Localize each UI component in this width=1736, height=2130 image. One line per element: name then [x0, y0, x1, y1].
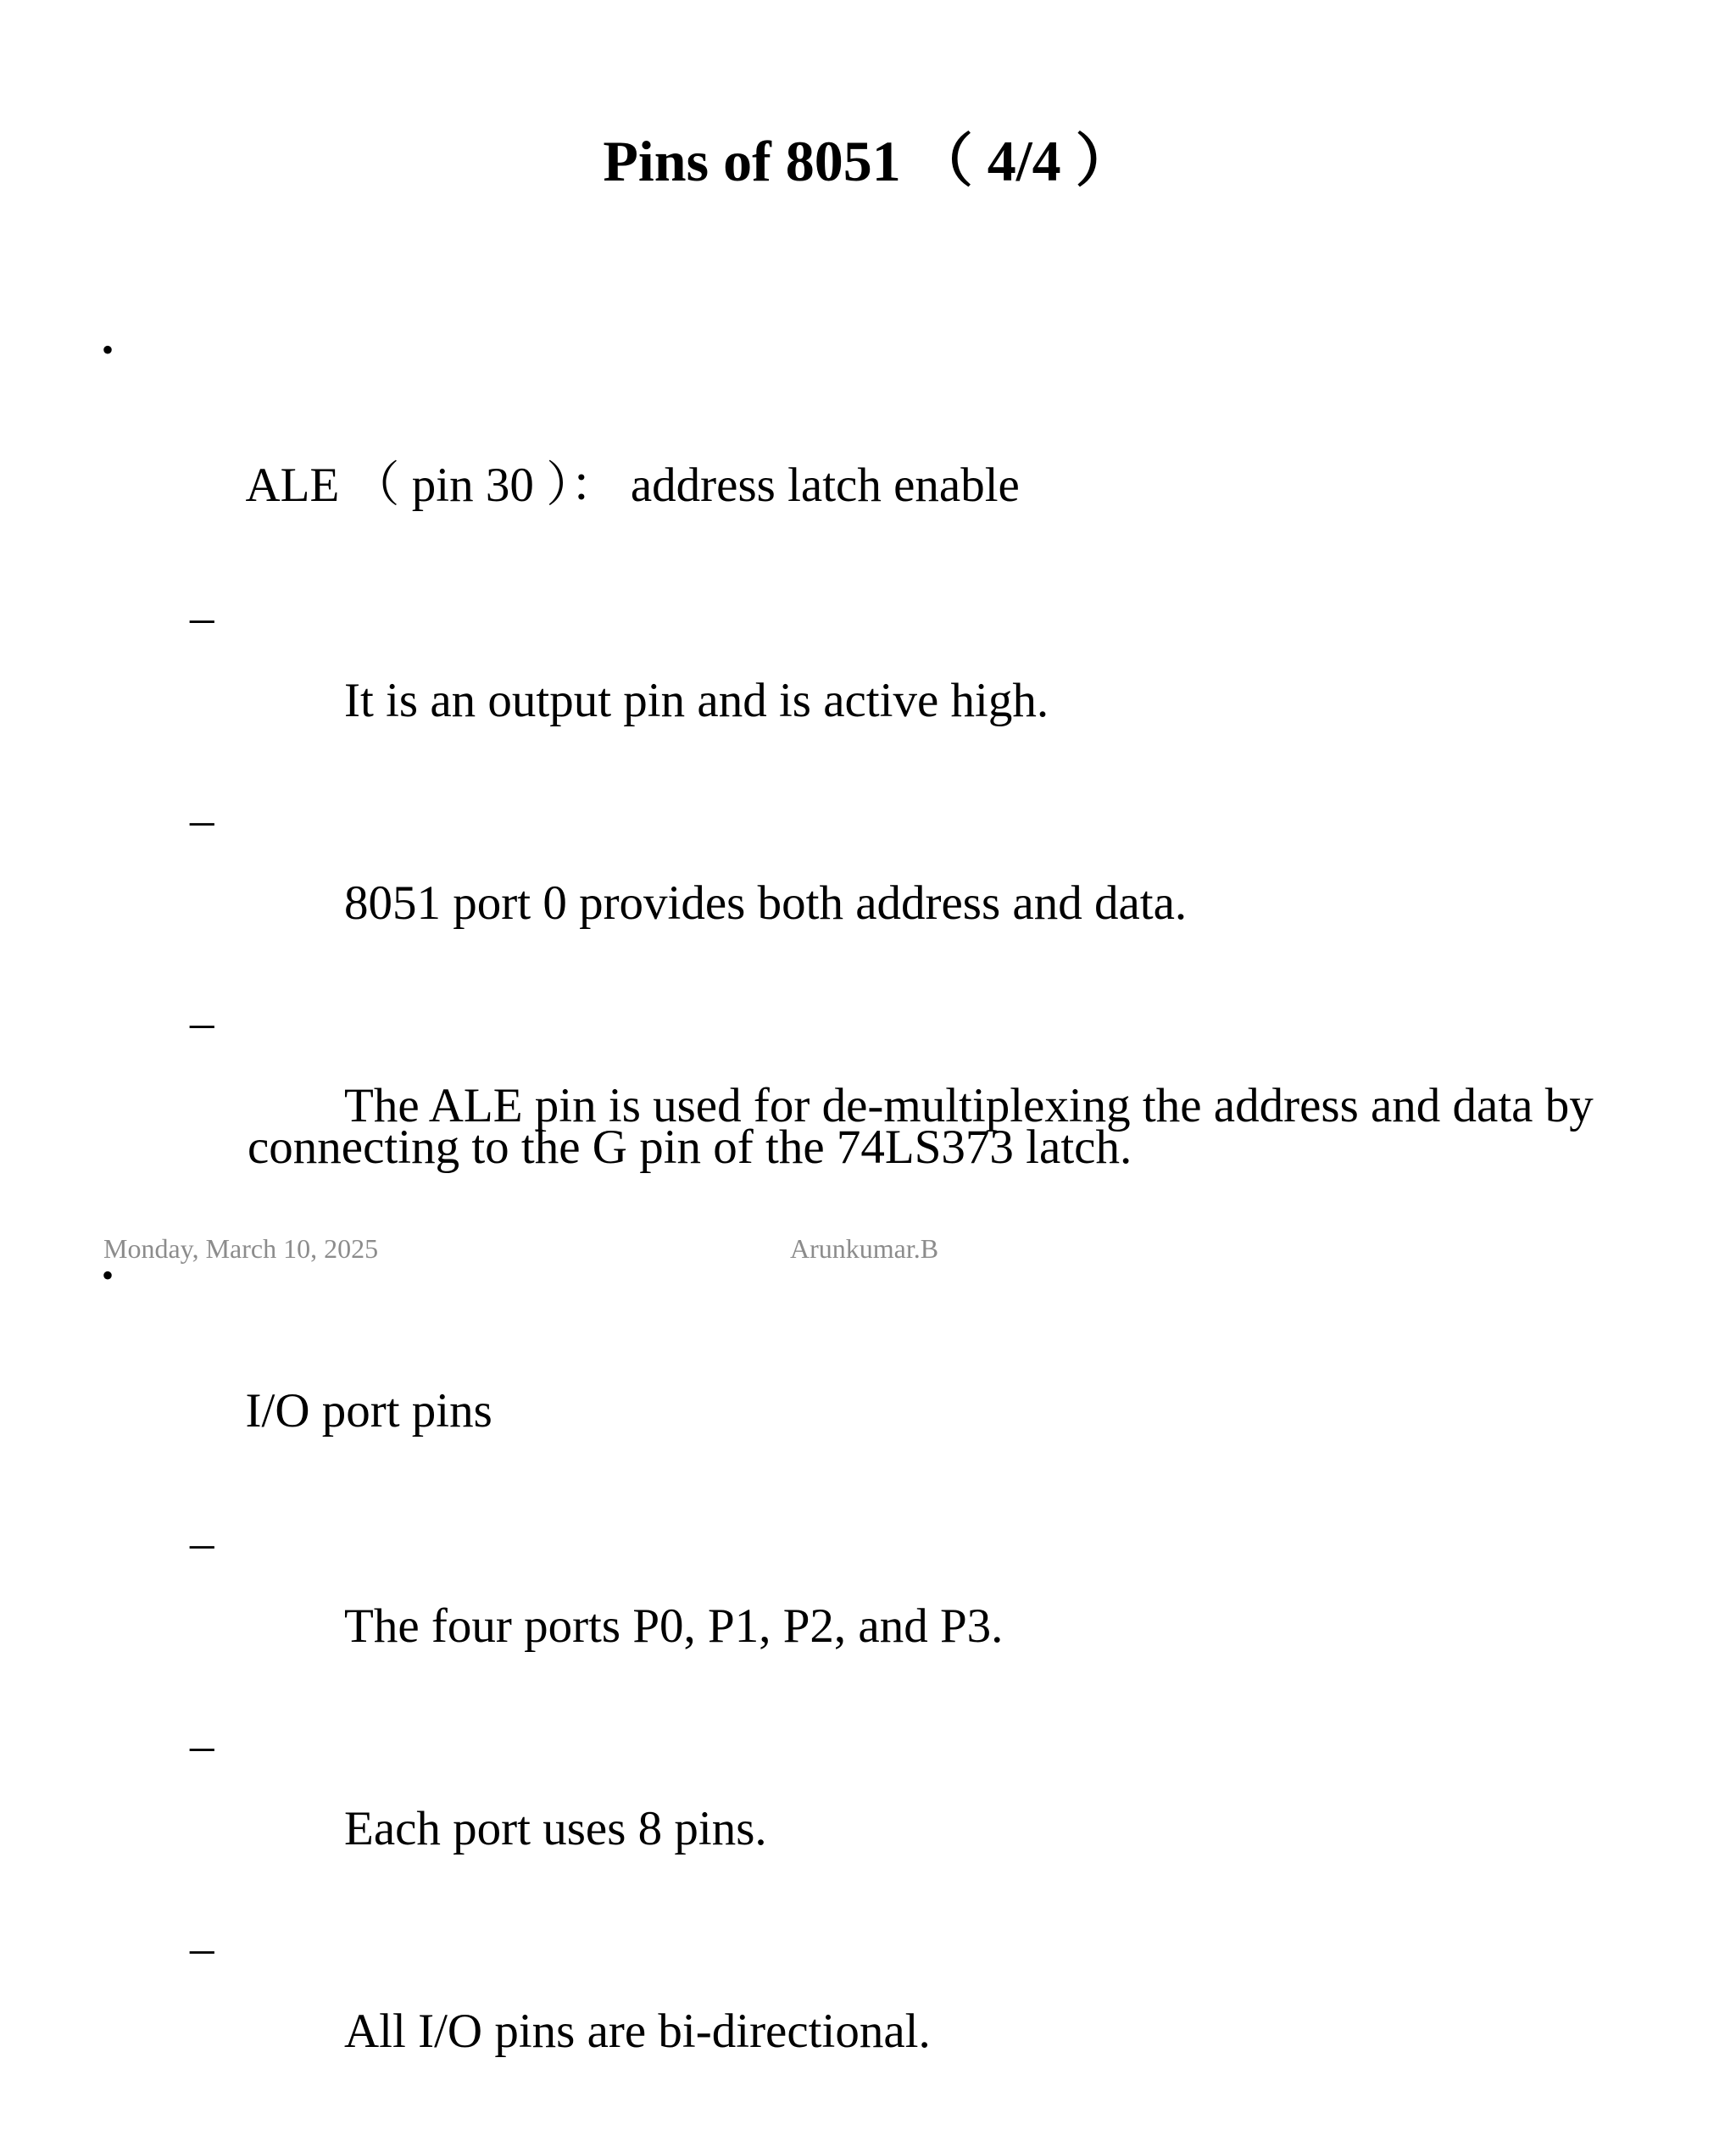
dash-icon: –	[190, 1921, 214, 1975]
footer-date: Monday, March 10, 2025	[103, 1233, 379, 1264]
dash-icon: –	[190, 1719, 214, 1772]
subitem	[190, 591, 1670, 763]
bullet-ale	[102, 320, 1670, 585]
subitem-text: All I/O pins are bi-directional.	[344, 2005, 931, 2058]
dash-icon: –	[190, 1516, 214, 1570]
bullet-icon: •	[102, 1256, 114, 1294]
subitem-text: It is an output pin and is active high.	[344, 674, 1049, 727]
subitem-text: Each port uses 8 pins.	[344, 1802, 767, 1855]
footer-author: Arunkumar.B	[790, 1233, 939, 1264]
subitem-text: The four ports P0, P1, P2, and P3.	[344, 1599, 1004, 1653]
bullet-icon: •	[102, 331, 114, 369]
bullet-text: I/O port pins	[245, 1384, 492, 1438]
dash-icon: –	[190, 996, 214, 1049]
subitem-text: The ALE pin is used for de-multiplexing the address and data by connecting to the G pin of the 74LS373 latch.	[248, 1079, 1605, 1174]
subitem	[190, 996, 1670, 1210]
subitem	[190, 1719, 1670, 1891]
io-subitems	[102, 1516, 1670, 2094]
subitem-text: 8051 port 0 provides both address and data.	[344, 876, 1188, 930]
dash-icon: –	[190, 793, 214, 847]
ale-subitems	[102, 591, 1670, 1210]
subitem	[190, 793, 1670, 965]
bullet-io-port-pins	[102, 1246, 1670, 1510]
dash-icon: –	[190, 591, 214, 644]
slide-body	[102, 320, 1670, 2130]
subitem	[190, 1516, 1670, 1688]
bullet-text: ALE （ pin 30 ）： address latch enable	[245, 459, 1020, 512]
slide-title: Pins of 8051 （ 4/4 ）	[603, 129, 1133, 193]
subitem	[190, 1921, 1670, 2094]
